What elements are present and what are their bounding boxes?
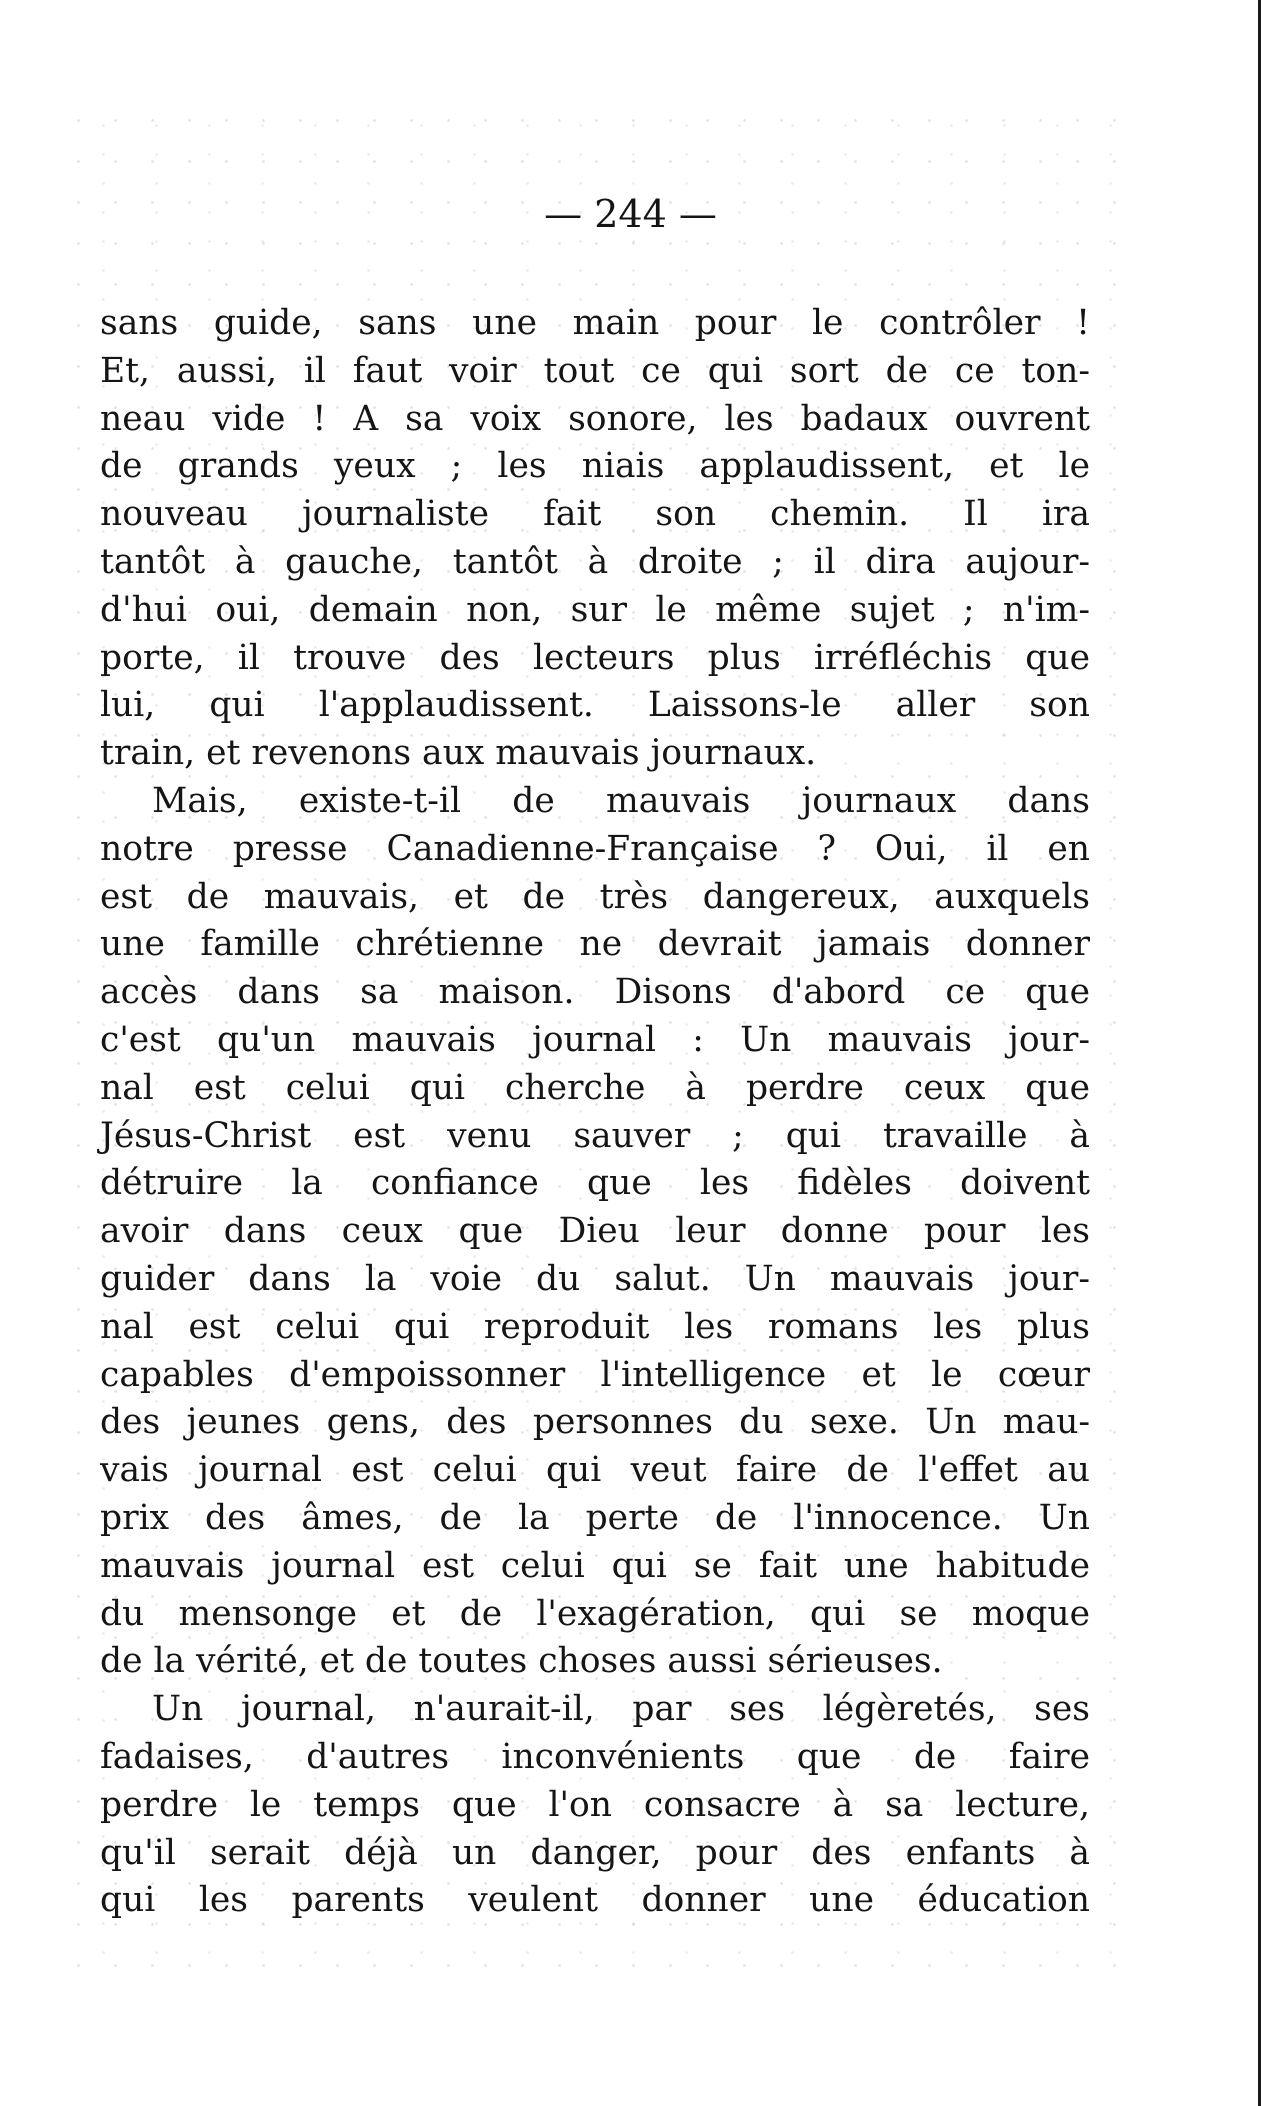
body-text bbox=[100, 300, 1090, 1925]
text-line: accès dans sa maison. Disons d'abord ce que bbox=[100, 972, 1090, 1013]
text-line: Mais, existe-t-il de mauvais journaux dans bbox=[152, 780, 1090, 821]
text-line: c'est qu'un mauvais journal : Un mauvais jour- bbox=[100, 1019, 1090, 1060]
text-line: nouveau journaliste fait son chemin. Il ira bbox=[100, 494, 1090, 535]
text-line: fadaises, d'autres inconvénients que de faire bbox=[100, 1736, 1090, 1777]
text-line: tantôt à gauche, tantôt à droite ; il dira aujour- bbox=[100, 541, 1090, 582]
text-line: vais journal est celui qui veut faire de l'effet au bbox=[100, 1450, 1090, 1491]
text-line: nal est celui qui reproduit les romans les plus bbox=[100, 1306, 1090, 1347]
text-line: mauvais journal est celui qui se fait une habitude bbox=[100, 1545, 1090, 1586]
text-line: Un journal, n'aurait-il, par ses légèretés, ses bbox=[152, 1689, 1090, 1730]
text-line: notre presse Canadienne-Française ? Oui, il en bbox=[100, 828, 1090, 869]
text-line: train, et revenons aux mauvais journaux. bbox=[100, 733, 817, 774]
text-line: sans guide, sans une main pour le contrôler ! bbox=[100, 303, 1090, 343]
text-line: des jeunes gens, des personnes du sexe. Un mau- bbox=[100, 1402, 1090, 1443]
text-line: guider dans la voie du salut. Un mauvais jour- bbox=[100, 1258, 1090, 1299]
text-line: est de mauvais, et de très dangereux, auxquels bbox=[100, 876, 1090, 917]
text-line: porte, il trouve des lecteurs plus irréfléchis que bbox=[100, 637, 1090, 678]
text-line: qui les parents veulent donner une éducation bbox=[100, 1880, 1090, 1921]
text-line: capables d'empoissonner l'intelligence et le cœur bbox=[100, 1354, 1090, 1395]
text-line: qu'il serait déjà un danger, pour des enfants à bbox=[100, 1832, 1090, 1873]
text-line: de grands yeux ; les niais applaudissent, et le bbox=[100, 446, 1090, 487]
text-line: de la vérité, et de toutes choses aussi sérieuses. bbox=[100, 1641, 943, 1682]
text-line: perdre le temps que l'on consacre à sa lecture, bbox=[100, 1784, 1090, 1825]
text-line: détruire la confiance que les fidèles doivent bbox=[100, 1163, 1090, 1204]
text-line: Et, aussi, il faut voir tout ce qui sort de ce ton- bbox=[100, 350, 1090, 391]
text-line: neau vide ! A sa voix sonore, les badaux ouvrent bbox=[100, 398, 1090, 439]
text-line: une famille chrétienne ne devrait jamais donner bbox=[100, 924, 1090, 965]
text-line: du mensonge et de l'exagération, qui se moque bbox=[100, 1593, 1090, 1634]
text-line: d'hui oui, demain non, sur le même sujet ; n'im- bbox=[100, 589, 1090, 630]
text-line: prix des âmes, de la perte de l'innocence. Un bbox=[100, 1497, 1090, 1538]
text-line: nal est celui qui cherche à perdre ceux que bbox=[100, 1067, 1090, 1108]
page-number: — 244 — bbox=[544, 192, 717, 236]
text-line: Jésus-Christ est venu sauver ; qui travaille à bbox=[100, 1115, 1090, 1156]
text-line: avoir dans ceux que Dieu leur donne pour les bbox=[100, 1211, 1090, 1252]
text-line: lui, qui l'applaudissent. Laissons-le aller son bbox=[100, 685, 1090, 726]
